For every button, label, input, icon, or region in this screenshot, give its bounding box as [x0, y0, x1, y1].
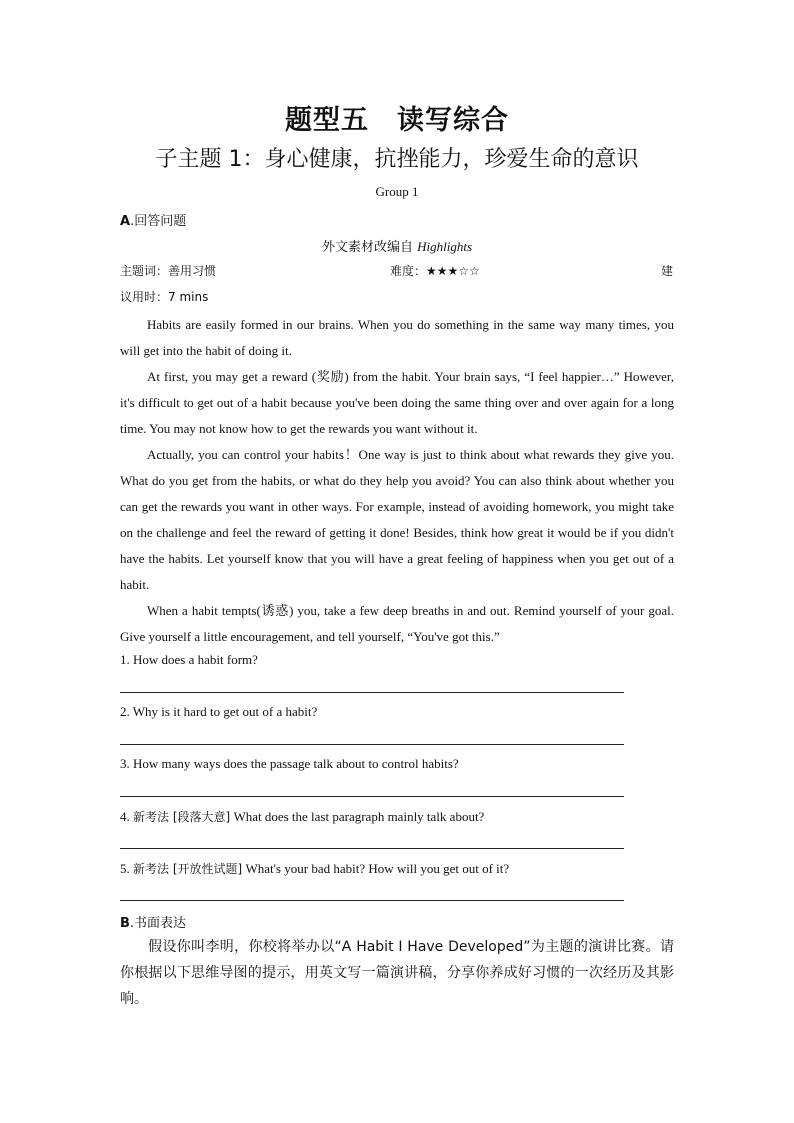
passage-paragraph-4: When a habit tempts(诱惑) you, take a few deep breaths in and out. Remind yourself of your goal. Give yourself a little encouragement, and tell yourself, “You've got this.” [120, 603, 674, 644]
question-number: 1. [120, 652, 130, 667]
group-label: Group 1 [375, 184, 419, 199]
question-number: 2. [120, 704, 130, 719]
suggested-time: 议用时：7 mins [120, 290, 209, 304]
section-b-label: .书面表达 [129, 916, 187, 931]
question-text: What does the last paragraph mainly talk about? [233, 809, 485, 824]
source-line [120, 236, 674, 255]
section-a-heading [120, 210, 186, 229]
section-a-label: .回答问题 [130, 214, 187, 229]
question-1 [120, 652, 258, 668]
answer-line-5[interactable] [120, 900, 624, 901]
page-title: 题型五 读写综合 [285, 105, 509, 136]
suggest-label: 建 [661, 264, 674, 278]
difficulty-rating: 难度：★★★☆☆ [390, 264, 480, 278]
topic-word: 主题词：善用习惯 [120, 264, 217, 278]
question-number: 3. [120, 756, 130, 771]
passage-paragraph-1: Habits are easily formed in our brains. When you do something in the same way many times, you will get into the habit of doing it. [120, 317, 674, 358]
passage-paragraph-3: Actually, you can control your habits！One way is just to think about what rewards they give you. What do you get from the habits, or what do they help you avoid? You can also think about whether you can get the rewards you want in other ways. For example, instead of avoiding homework, you might take on the challenge and feel the reward of getting it done! Besides, think how great it would be if you didn't have the habits. Let yourself know that you will have a great feeling of happiness when you get out of a habit. [120, 447, 674, 592]
section-a-letter: A [120, 214, 131, 229]
question-text: How many ways does the passage talk about to control habits? [133, 756, 459, 771]
answer-line-1[interactable] [120, 692, 624, 693]
question-5 [120, 860, 509, 877]
question-2 [120, 704, 317, 720]
reading-passage [120, 312, 674, 650]
question-number: 5. [120, 861, 130, 876]
section-b-heading [120, 912, 186, 931]
question-4 [120, 808, 484, 825]
answer-line-3[interactable] [120, 796, 624, 797]
section-b-letter: B [120, 916, 130, 931]
source-title: Highlights [417, 239, 473, 254]
question-number: 4. [120, 809, 130, 824]
question-tag: 新考法 [开放性试题] [133, 862, 243, 876]
answer-line-4[interactable] [120, 848, 624, 849]
question-text: Why is it hard to get out of a habit? [132, 704, 318, 719]
source-cn: 外文素材改编自 [321, 240, 418, 255]
page-subtitle: 子主题 1：身心健康，抗挫能力，珍爱生命的意识 [155, 147, 639, 172]
question-3 [120, 756, 459, 772]
passage-paragraph-2: At first, you may get a reward (奖励) from the habit. Your brain says, “I feel happier…” However, it's difficult to get out of a habit because you've been doing the same thing over and over again for a long time. You may not know how to get the rewards you want without it. [120, 369, 674, 436]
question-text: How does a habit form? [133, 652, 258, 667]
answer-line-2[interactable] [120, 744, 624, 745]
writing-prompt: 假设你叫李明，你校将举办以“A Habit I Have Developed”为主题的演讲比赛。请你根据以下思维导图的提示，用英文写一篇演讲稿，分享你养成好习惯的一次经历及其影响。 [120, 939, 674, 1007]
question-tag: 新考法 [段落大意] [133, 810, 231, 824]
question-text: What's your bad habit? How will you get out of it? [245, 861, 510, 876]
